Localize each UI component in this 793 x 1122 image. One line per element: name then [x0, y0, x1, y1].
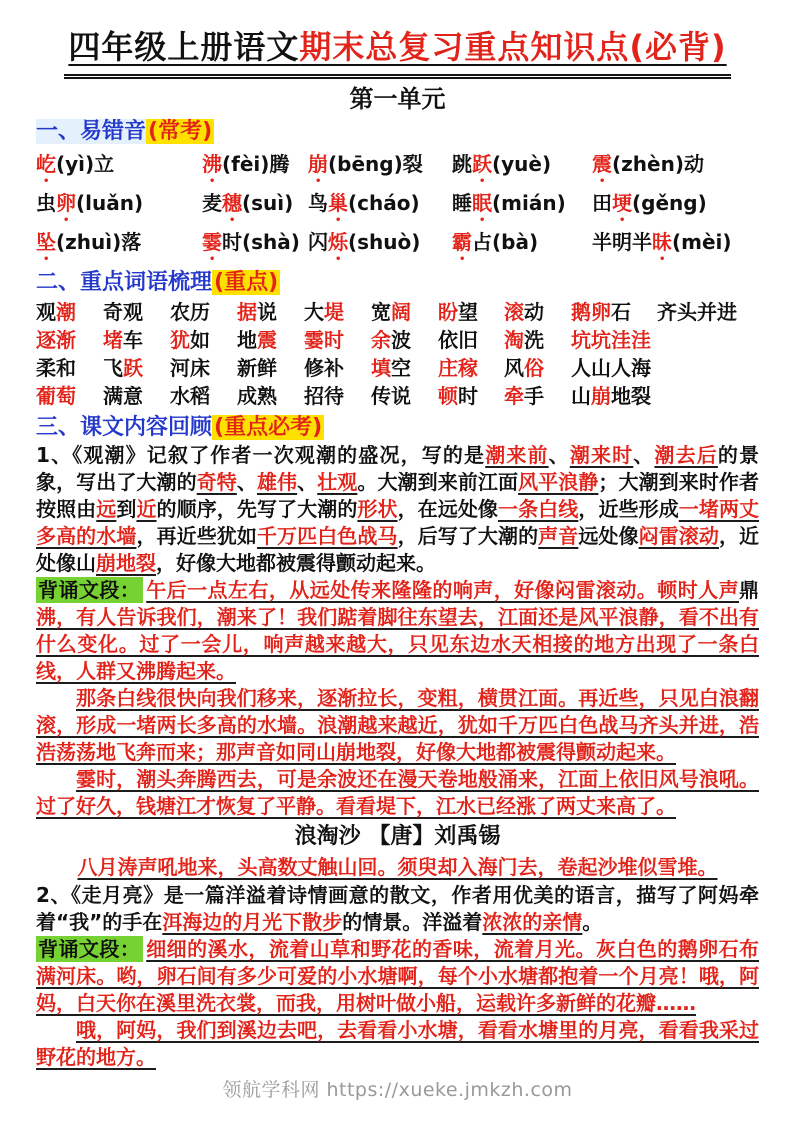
emphasis-text: 洱海边的月光下散步 — [162, 910, 343, 934]
word-item — [304, 382, 371, 410]
word-item — [504, 382, 571, 410]
poem-title: 浪淘沙 【唐】刘禹锡 — [294, 824, 501, 849]
emphasis-text: 震 — [257, 328, 277, 352]
plain-text: 、 — [236, 470, 257, 494]
word-item — [170, 298, 237, 326]
emphasis-text: 昧 — [652, 230, 672, 254]
plain-text: 、 — [297, 470, 318, 494]
emphasis-text: 阔 — [391, 300, 411, 324]
plain-text: (suì) — [242, 191, 294, 215]
plain-text: 传说 — [371, 384, 411, 408]
emphasis-text: 风平浪静 — [518, 470, 599, 494]
emphasis-text: 霎时，潮头奔腾西去，可是余波还在漫天卷地般涌来，江面上依旧风号浪吼。过了好久，钱塘江才恢复了平静。看看堤下，江水已经涨了两丈来高了。 — [36, 767, 759, 818]
word-item — [304, 298, 371, 326]
plain-text: 山 — [571, 384, 591, 408]
word-item — [103, 298, 170, 326]
emphasis-text: 余 — [371, 328, 391, 352]
plain-text: ，后写了大潮的 — [397, 524, 539, 548]
emphasis-text: 霸 — [452, 230, 472, 254]
word-item — [657, 298, 759, 326]
plain-text: 的情景。洋溢着 — [342, 910, 483, 934]
plain-text: 望 — [458, 300, 478, 324]
word-item — [103, 326, 170, 354]
emphasis-text: 浓浓的亲情 — [482, 910, 583, 934]
title-row — [36, 22, 759, 79]
plain-text: 波 — [391, 328, 411, 352]
plain-text: 。 — [582, 910, 603, 934]
recite-passage-2-cont-1 — [36, 1017, 759, 1071]
section-3-heading — [36, 413, 759, 442]
plain-text: 说 — [257, 300, 277, 324]
recite-1-text — [36, 578, 759, 683]
emphasis-text: 近 — [136, 497, 157, 521]
emphasis-text: 崩 — [591, 384, 611, 408]
emphasis-text: 据 — [237, 300, 257, 324]
pinyin-item — [308, 226, 452, 265]
plain-text: 时(shà) — [222, 230, 300, 254]
pinyin-item — [592, 148, 759, 187]
plain-text: 麦 — [202, 191, 222, 215]
plain-text: (luǎn) — [76, 191, 144, 215]
emphasis-text: 堤 — [324, 300, 344, 324]
emphasis-text: 霎 — [202, 230, 222, 254]
emphasis-text: 屹 — [36, 152, 56, 176]
emphasis-text: 巢 — [328, 191, 348, 215]
poem-line-text: 八月涛声吼地来，头高数丈触山回。须臾却入海门去，卷起沙堆似雪堆。 — [77, 855, 718, 879]
plain-text: 成熟 — [237, 384, 277, 408]
plain-text: 手 — [524, 384, 544, 408]
plain-text: 半明半 — [592, 230, 652, 254]
emphasis-text: 崩 — [308, 152, 328, 176]
recite-passage-1-cont-2 — [36, 766, 759, 820]
pinyin-grid — [36, 148, 759, 265]
title-text — [68, 22, 726, 68]
word-item — [371, 354, 438, 382]
plain-text: 鼎 — [739, 578, 760, 602]
plain-text: 观 — [36, 300, 56, 324]
plain-text: (mián) — [492, 191, 566, 215]
plain-text: 如 — [190, 328, 210, 352]
emphasis-text: 顿 — [438, 384, 458, 408]
watermark: 领航学科网 https://xueke.jmkzh.com — [222, 1079, 573, 1101]
plain-text: (shuò) — [348, 230, 421, 254]
word-item — [371, 382, 438, 410]
emphasis-text: 盼 — [438, 300, 458, 324]
pinyin-item — [36, 226, 202, 265]
word-item — [504, 354, 571, 382]
word-item — [371, 298, 438, 326]
plain-text: 风 — [504, 356, 524, 380]
plain-text: 远处像 — [578, 524, 639, 548]
emphasis-text: 俗 — [524, 356, 544, 380]
section-1-tag: (常考) — [148, 119, 213, 144]
recite-passage-1-cont-1 — [36, 685, 759, 766]
recite-2-text — [36, 937, 759, 1015]
word-item — [36, 298, 103, 326]
section-2-heading — [36, 268, 759, 297]
section-1-heading — [36, 117, 759, 146]
emphasis-text: 午后一点左右，从远处传来隆隆的响声，好像闷雷滚动。顿时人声 — [146, 578, 740, 602]
word-row — [36, 326, 759, 354]
recite-label-2: 背诵文段： — [36, 936, 143, 962]
plain-text: 新鲜 — [237, 356, 277, 380]
plain-text: (mèi) — [672, 230, 732, 254]
word-item — [304, 354, 371, 382]
pinyin-item — [592, 226, 759, 265]
emphasis-text: 雄伟 — [256, 470, 298, 494]
plain-text: 占(bà) — [472, 230, 539, 254]
plain-text: (bēng)裂 — [328, 152, 423, 176]
emphasis-text: 壮观 — [317, 470, 358, 494]
plain-text: 人山人海 — [571, 356, 651, 380]
emphasis-text: 远 — [96, 497, 117, 521]
plain-text: 奇观 — [103, 300, 143, 324]
pinyin-item — [452, 187, 592, 226]
word-item — [304, 326, 371, 354]
emphasis-text: 声音 — [538, 524, 579, 548]
plain-text: (zhuì)落 — [56, 230, 142, 254]
word-row — [36, 298, 759, 326]
recite-passage-2 — [36, 936, 759, 1017]
plain-text: 地 — [237, 328, 257, 352]
section-2-tag: (重点) — [214, 270, 279, 295]
plain-text: (yì)立 — [56, 152, 115, 176]
word-item — [438, 326, 504, 354]
plain-text: ，近处像山 — [36, 524, 760, 575]
word-item — [237, 298, 304, 326]
recite-label-1: 背诵文段： — [36, 577, 143, 603]
emphasis-text: 霎时 — [304, 328, 344, 352]
plain-text: 的顺序，先写了大潮的 — [156, 497, 358, 521]
word-item — [571, 298, 657, 326]
emphasis-text: 填 — [371, 356, 391, 380]
word-item — [571, 382, 657, 410]
emphasis-text: 一堵两丈多高的水墙 — [36, 497, 760, 548]
pinyin-item — [452, 226, 592, 265]
word-item — [36, 382, 103, 410]
plain-text: 石 — [611, 300, 631, 324]
plain-text: ，近些形成 — [578, 497, 679, 521]
word-item — [170, 382, 237, 410]
emphasis-text: 鹅卵 — [571, 300, 611, 324]
plain-text: 2、《走月亮》是一篇洋溢着诗情画意的散文，作者用优美的语言，描写了阿妈牵着“我”的手在 — [36, 883, 759, 934]
plain-text: 跳 — [452, 152, 472, 176]
plain-text: 农历 — [170, 300, 210, 324]
plain-text: ，在远处像 — [397, 497, 499, 521]
word-row — [36, 354, 759, 382]
pinyin-item — [202, 148, 308, 187]
word-item — [170, 354, 237, 382]
plain-text: 满意 — [103, 384, 143, 408]
emphasis-text: 庄稼 — [438, 356, 478, 380]
word-item — [438, 354, 504, 382]
emphasis-text: 震 — [592, 152, 612, 176]
plain-text: 车 — [123, 328, 143, 352]
plain-text: 地裂 — [611, 384, 651, 408]
emphasis-text: 细细的溪水，流着山草和野花的香味，流着月光。灰白色的鹅卵石布满河床。哟，卵石间有多少可爱的小水塘啊，每个小水塘都抱着一个月亮！哦，阿妈，白天你在溪里洗衣裳，而我，用树叶做小船，运载许多新鲜的花瓣…… — [36, 937, 760, 1015]
title-topic-part: 期末总复习重点知识点(必背) — [299, 28, 727, 66]
plain-text: 、 — [633, 443, 655, 467]
word-row — [36, 382, 759, 410]
plain-text: 。大潮到来前江面 — [357, 470, 519, 494]
emphasis-text: 烁 — [328, 230, 348, 254]
plain-text: 大 — [304, 300, 324, 324]
emphasis-text: 坠 — [36, 230, 56, 254]
plain-text: 闪 — [308, 230, 328, 254]
emphasis-text: 逐渐 — [36, 328, 76, 352]
pinyin-item — [308, 148, 452, 187]
pinyin-item — [36, 148, 202, 187]
word-item — [237, 382, 304, 410]
plain-text: ，好像大地都被震得颤动起来。 — [156, 551, 436, 575]
plain-text: 水稻 — [170, 384, 210, 408]
plain-text: 飞 — [103, 356, 123, 380]
pinyin-item — [452, 148, 592, 187]
plain-text: 虫 — [36, 191, 56, 215]
emphasis-text: 滚 — [504, 300, 524, 324]
pinyin-item — [308, 187, 452, 226]
emphasis-text: 牵 — [504, 384, 524, 408]
section-1-label: 一、易错音 — [36, 119, 147, 144]
paragraph-guanchao-summary — [36, 442, 759, 577]
plain-text: 、 — [548, 443, 570, 467]
unit-title: 第一单元 — [349, 85, 446, 113]
word-item — [504, 298, 571, 326]
emphasis-text: 千万匹白色战马 — [256, 524, 398, 548]
emphasis-text: 闷雷滚动 — [638, 524, 719, 548]
emphasis-text: 潮来前 — [485, 443, 549, 467]
word-item — [571, 354, 657, 382]
plain-text: ；大潮到来时作者按照由 — [36, 470, 760, 521]
emphasis-text: 跃 — [123, 356, 143, 380]
plain-text: 的景象，写出了大潮的 — [36, 443, 760, 494]
plain-text: 修补 — [304, 356, 344, 380]
plain-text: (gěng) — [632, 191, 707, 215]
plain-text: 动 — [524, 300, 544, 324]
plain-text: 田 — [592, 191, 612, 215]
plain-text: (fèi)腾 — [222, 152, 290, 176]
word-item — [170, 326, 237, 354]
section-3-label: 三、课文内容回顾 — [36, 415, 213, 440]
plain-text: 齐头并进 — [657, 300, 737, 324]
word-item — [438, 382, 504, 410]
word-item — [237, 326, 304, 354]
page-title — [64, 22, 730, 79]
plain-text: 宽 — [371, 300, 391, 324]
plain-text: 洗 — [524, 328, 544, 352]
word-item — [438, 298, 504, 326]
emphasis-text: 沸，有人告诉我们，潮来了！我们踮着脚往东望去，江面还是风平浪静，看不出有什么变化。过了一会儿，响声越来越大，只见东边水天相接的地方出现了一条白线，人群又沸腾起来。 — [36, 605, 759, 683]
plain-text: 时 — [458, 384, 478, 408]
plain-text: ，再近些犹如 — [136, 524, 257, 548]
emphasis-text: 葡萄 — [36, 384, 76, 408]
word-item — [103, 354, 170, 382]
plain-text: (zhèn)动 — [612, 152, 704, 176]
emphasis-text: 潮去后 — [654, 443, 718, 467]
plain-text: 柔和 — [36, 356, 76, 380]
pinyin-item — [592, 187, 759, 226]
pinyin-item — [202, 187, 308, 226]
emphasis-text: 哦，阿妈，我们到溪边去吧，去看看小水塘，看看水塘里的月亮，看看我采过野花的地方。 — [36, 1018, 759, 1069]
plain-text: 空 — [391, 356, 411, 380]
emphasis-text: 跃 — [472, 152, 492, 176]
plain-text: 1、《观潮》记叙了作者一次观潮的盛况，写的是 — [36, 443, 486, 467]
emphasis-text: 潮来时 — [569, 443, 634, 467]
recite-passage-1 — [36, 577, 759, 685]
word-item — [36, 354, 103, 382]
paragraph-zouyueliang-summary — [36, 882, 759, 936]
emphasis-text: 埂 — [612, 191, 632, 215]
plain-text: 招待 — [304, 384, 344, 408]
plain-text: 鸟 — [308, 191, 328, 215]
plain-text: 到 — [116, 497, 137, 521]
emphasis-text: 潮 — [56, 300, 76, 324]
title-grade-part: 四年级上册语文 — [68, 28, 300, 66]
pinyin-item — [202, 226, 308, 265]
emphasis-text: 淘 — [504, 328, 524, 352]
emphasis-text: 那条白线很快向我们移来，逐渐拉长，变粗，横贯江面。再近些，只见白浪翻滚，形成一堵两长多高的水墙。浪潮越来越近，犹如千万匹白色战马齐头并进，浩浩荡荡地飞奔而来；那声音如同山崩地裂，好像大地都被震得颤动起来。 — [36, 686, 759, 764]
emphasis-text: 奇特 — [196, 470, 237, 494]
section-3-tag: (重点必考) — [214, 415, 323, 440]
pinyin-row — [36, 148, 759, 187]
word-item — [571, 326, 657, 354]
emphasis-text: 穗 — [222, 191, 242, 215]
section-2-label: 二、重点词语梳理 — [36, 270, 213, 295]
emphasis-text: 崩地裂 — [96, 551, 156, 575]
word-item — [103, 382, 170, 410]
word-item — [237, 354, 304, 382]
pinyin-row — [36, 187, 759, 226]
word-item — [371, 326, 438, 354]
pinyin-item — [36, 187, 202, 226]
emphasis-text: 卵 — [56, 191, 76, 215]
pinyin-row — [36, 226, 759, 265]
word-grid — [36, 298, 759, 410]
plain-text: (yuè) — [492, 152, 552, 176]
plain-text: 河床 — [170, 356, 210, 380]
emphasis-text: 坑坑洼洼 — [571, 328, 651, 352]
poem-line — [36, 852, 759, 882]
emphasis-text: 形状 — [357, 497, 398, 521]
emphasis-text: 沸 — [202, 152, 222, 176]
plain-text: (cháo) — [348, 191, 420, 215]
emphasis-text: 眠 — [472, 191, 492, 215]
plain-text: 依旧 — [438, 328, 478, 352]
emphasis-text: 一条白线 — [498, 497, 579, 521]
word-item — [36, 326, 103, 354]
emphasis-text: 犹 — [170, 328, 190, 352]
word-item — [504, 326, 571, 354]
emphasis-text: 堵 — [103, 328, 123, 352]
plain-text: 睡 — [452, 191, 472, 215]
